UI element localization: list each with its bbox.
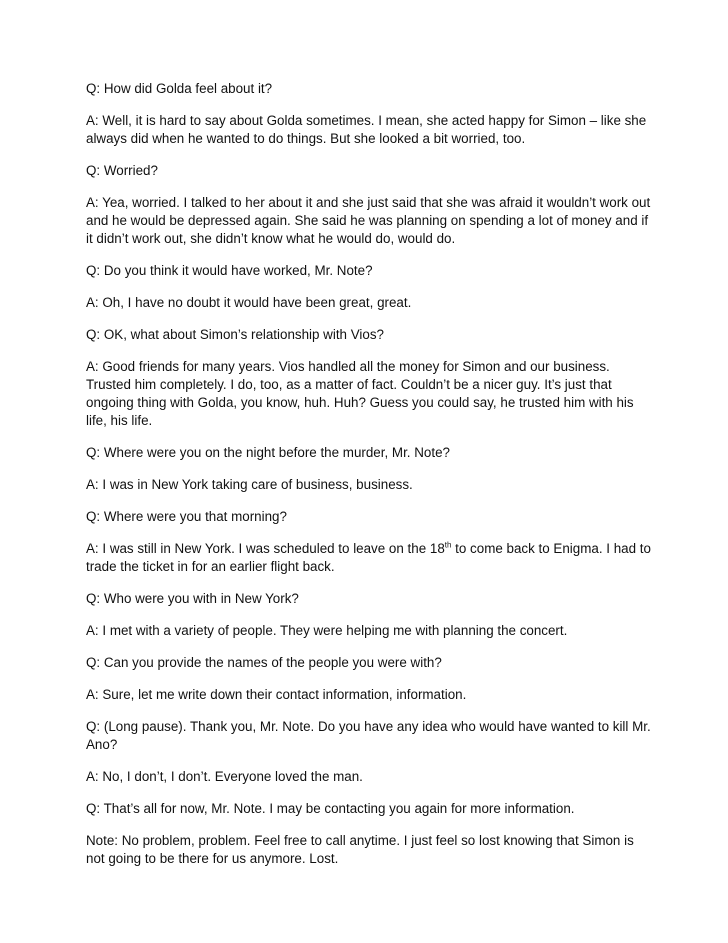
note-paragraph: Note: No problem, problem. Feel free to call anytime. I just feel so lost knowing that Simon is not going to be there for us anymore. Lost. — [86, 833, 634, 866]
answer-text-start: A: I was still in New York. I was scheduled to leave on the 18 — [86, 541, 445, 556]
question-paragraph: Q: Worried? — [86, 163, 158, 178]
answer-paragraph: A: Well, it is hard to say about Golda sometimes. I mean, she acted happy for Simon – like she always did when he wanted to do things. But she looked a bit worried, too. — [86, 113, 647, 146]
question-paragraph: Q: How did Golda feel about it? — [86, 81, 273, 96]
question-paragraph: Q: Do you think it would have worked, Mr. Note? — [86, 263, 373, 278]
answer-paragraph: A: Oh, I have no doubt it would have been great, great. — [86, 295, 412, 310]
answer-paragraph — [86, 540, 656, 576]
question-paragraph: Q: OK, what about Simon’s relationship with Vios? — [86, 327, 384, 342]
answer-paragraph: A: Yea, worried. I talked to her about it and she just said that she was afraid it wouldn’t work out and he would be depressed again. She said he was planning on spending a lot of money and if it didn’t work out, she didn’t know what he would do, would do. — [86, 195, 651, 246]
question-paragraph: Q: Where were you on the night before the murder, Mr. Note? — [86, 445, 450, 460]
ordinal-suffix: th — [444, 540, 452, 550]
question-paragraph: Q: That’s all for now, Mr. Note. I may be contacting you again for more information. — [86, 801, 575, 816]
answer-paragraph: A: I met with a variety of people. They were helping me with planning the concert. — [86, 623, 568, 638]
answer-paragraph: A: I was in New York taking care of business, business. — [86, 477, 413, 492]
question-paragraph: Q: Who were you with in New York? — [86, 591, 299, 606]
interview-transcript — [86, 80, 656, 882]
question-paragraph: Q: Can you provide the names of the people you were with? — [86, 655, 442, 670]
question-paragraph: Q: (Long pause). Thank you, Mr. Note. Do you have any idea who would have wanted to kill Mr. Ano? — [86, 719, 651, 752]
answer-paragraph: A: Sure, let me write down their contact information, information. — [86, 687, 467, 702]
answer-paragraph: A: Good friends for many years. Vios handled all the money for Simon and our business. Trusted him completely. I do, too, as a matter of fact. Couldn’t be a nicer guy. It’s just that ongoing thing with Golda, you know, huh. Huh? Guess you could say, he trusted him with his life, his life. — [86, 359, 634, 428]
answer-text-end: to come back to Enigma. I had to trade the ticket in for an earlier flight back. — [86, 541, 651, 574]
answer-paragraph: A: No, I don’t, I don’t. Everyone loved the man. — [86, 769, 363, 784]
question-paragraph: Q: Where were you that morning? — [86, 509, 287, 524]
